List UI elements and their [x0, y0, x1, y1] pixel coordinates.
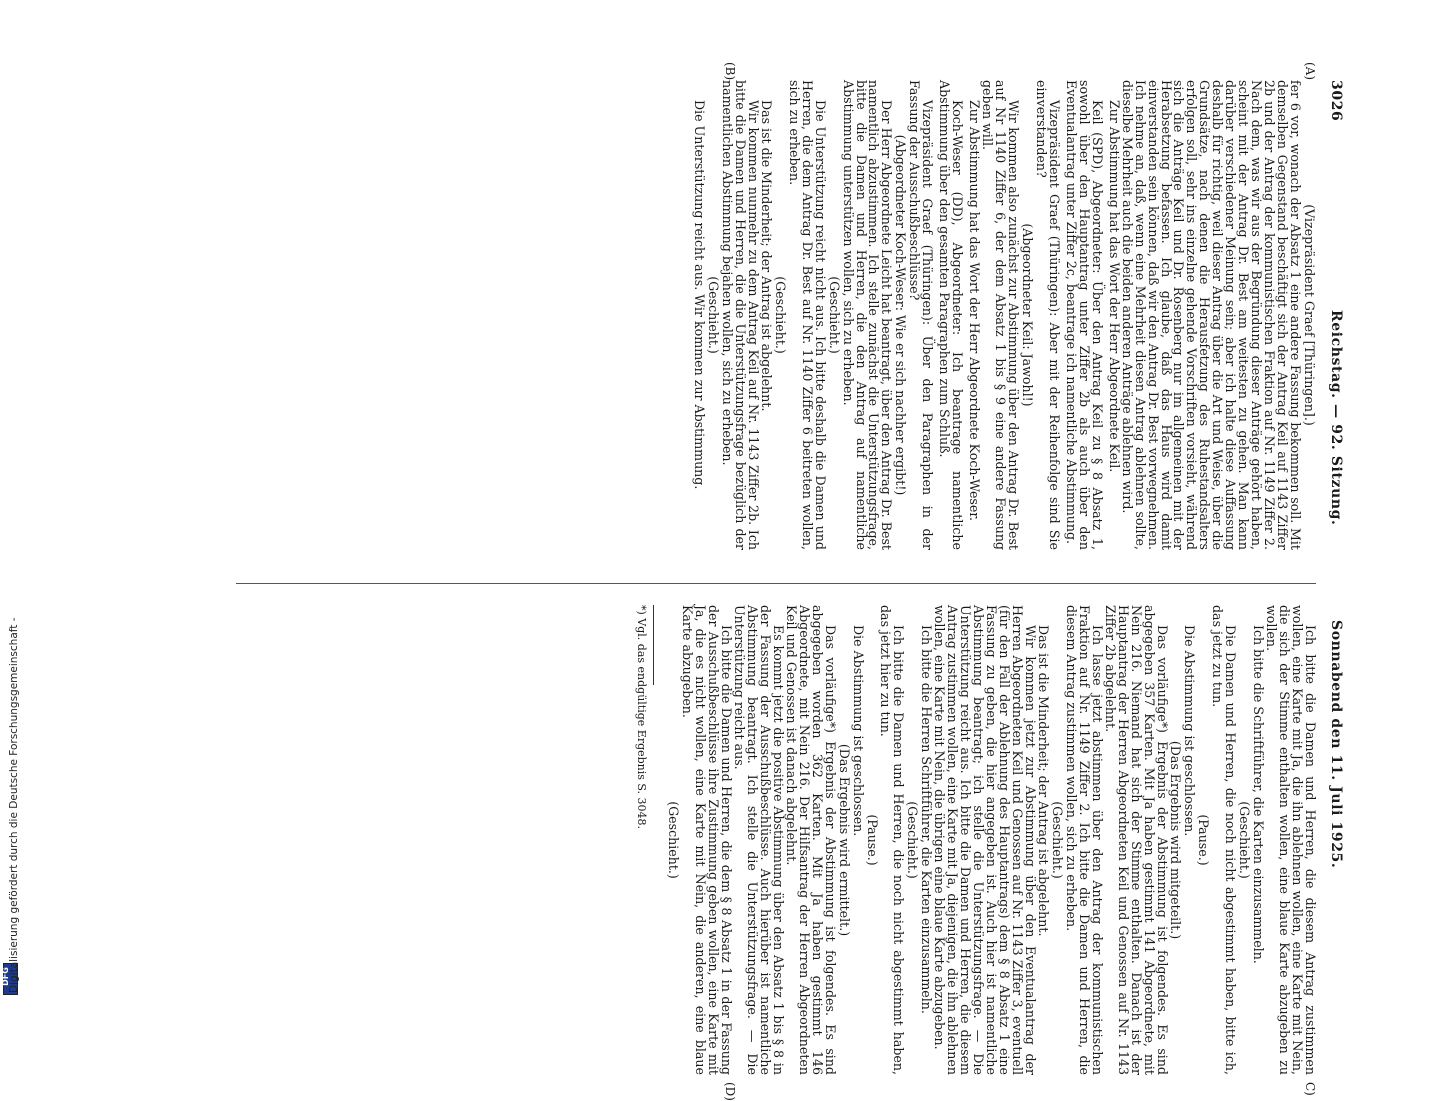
margin-marker-c: C)	[1303, 1082, 1317, 1096]
paragraph: Vizepräsident Graef (Thüringen): Über den Paragraphen in der Fassung der Ausschußbeschlüsse?	[907, 80, 936, 550]
paragraph: Die Damen und Herren, die noch nicht abgestimmt haben, bitte ich, das jetzt zu tun.	[1210, 605, 1239, 1075]
interjection: (Geschieht.)	[706, 276, 722, 354]
paragraph: Ich lasse jetzt abstimmen über den Antrag der kommunistischen Fraktion auf Nr. 1149 Ziffer 2. Ich bitte die Damen und Herren, die diesem Antrag zustimmen wollen, sich zu erheben.	[1063, 605, 1105, 1075]
paragraph: Ich bitte die Damen und Herren, die diesem Antrag zustimmen wollen, eine Karte mit Ja, die ihn ablehnen wollen, eine Karte mit Nein, die sich der Stimme enthalten wollen, eine blaue Karte abzugeben zu wollen.	[1264, 605, 1318, 1075]
interjection: (Geschieht.)	[905, 801, 921, 879]
paragraph: Das vorläufige*) Ergebnis der Abstimmung ist folgendes. Es sind abgegeben worden 362 Karten. Mit Ja haben gestimmt 146 Abgeordnete, mit Nein 216. Der Hilfsantrag der Herren Abgeordneten Keil und Genossen ist danach abgelehnt.	[783, 605, 838, 1075]
paragraph: Ich bitte die Damen und Herren, die noch nicht abgestimmt haben, das jetzt hier zu tun.	[878, 605, 907, 1075]
paragraph: Das ist die Minderheit; der Antrag ist abgelehnt.	[1035, 625, 1051, 937]
paragraph: Zur Abstimmung hat das Wort der Herr Abgeordnete Keil.	[1106, 100, 1122, 473]
margin-marker-a: (A)	[1303, 62, 1317, 81]
paragraph: Die Abstimmung ist geschlossen.	[1182, 625, 1198, 837]
interjection: (Pause.)	[864, 814, 880, 866]
interjection: (Das Ergebnis wird mitgeteilt.)	[1168, 740, 1184, 940]
paragraph: Das vorläufige*) Ergebnis der Abstimmung ist folgendes. Es sind abgegeben 357 Karten. Mit Ja haben gestimmt 141 Abgeordnete, mit Nein 216. Niemand hat sich der Stimme enthalten. Danach ist der Hauptantrag der Herren Abgeordneten Keil und Genossen auf Nr. 1143 Ziffer 2b abgelehnt.	[1102, 605, 1170, 1075]
interjection: (Abgeordneter Koch-Weser: Wie er sich nachher ergibt!)	[893, 134, 909, 496]
paragraph: Keil (SPD), Abgeordneter: Über den Antrag Keil zu § 8 Absatz 1, sowohl über den Hauptantrag unter Ziffer 2b als auch über den Eventualantrag unter Ziffer 2c, beantrage ich namentliche Abstimmung.	[1063, 80, 1105, 550]
paragraph: Ich bitte die Damen und Herren, die dem § 8 Absatz 1 in der Fassung der Ausschußbeschlüsse ihre Zustimmung geben wollen, eine Karte mit Ja, die es nicht wollen, eine Karte mit Nein, die anderen, eine blaue Karte abzugeben.	[680, 605, 735, 1075]
paragraph: Wir kommen jetzt zur Abstimmung über den Eventualantrag der Herren Abgeordneten Keil und Genossen auf Nr. 1143 Ziffer 3, eventuell (für den Fall der Ablehnung des Hauptantrags) dem § 8 Absatz 1 eine Fassung zu geben, die hier angegeben ist. Auch hier ist namentliche Abstimmung beantragt; ich stelle die Unterstützungsfrage. — Die Unterstützung reicht aus. Ich bitte die Damen und Herren, die diesem Antrag zustimmen wollen, eine Karte mit Ja, diejenigen, die ihn ablehnen wollen, eine Karte mit Nein, die übrigen eine blaue Karte abzugeben.	[932, 605, 1038, 1075]
interjection: (Geschieht.)	[826, 276, 842, 354]
interjection: (Geschieht.)	[1237, 801, 1253, 879]
paragraph: Wir kommen nunmehr zu dem Antrag Keil auf Nr. 1143 Ziffer 2b. Ich bitte die Damen und Herren, die die Unterstützungsfrage bezüglich der namentlichen Abstimmung bejahen wollen, sich zu erheben.	[720, 80, 761, 550]
header-date: Sonnabend den 11. Juli 1925.	[1328, 620, 1344, 869]
paragraph: Die Unterstützung reicht aus. Wir kommen zur Abstimmung.	[692, 100, 708, 490]
paragraph: Es kommt jetzt die positive Abstimmung über den Absatz 1 bis § 8 in der Fassung der Ausschußbeschlüsse. Auch hierüber ist namentliche Abstimmung beantragt. Ich stelle die Unterstützungsfrage. — Die Unterstützung reicht aus.	[732, 605, 786, 1075]
left-column	[692, 80, 1316, 550]
right-column	[634, 605, 1316, 1075]
paragraph: Koch-Weser (DD), Abgeordneter: Ich beantrage namentliche Abstimmung über den gesamten Paragraphen zum Schluß.	[937, 80, 966, 550]
interjection: (Pause.)	[1196, 814, 1212, 866]
margin-marker-b: (B)	[723, 62, 737, 81]
interjection: (Geschieht.)	[772, 276, 788, 354]
paragraph: Zur Abstimmung hat das Wort der Herr Abgeordnete Koch-Weser.	[967, 100, 983, 521]
page-number: 3026	[1328, 80, 1344, 122]
interjection: (Geschieht.)	[666, 801, 682, 879]
paragraph: Die Abstimmung ist geschlossen.	[850, 625, 866, 837]
footnote-rule	[653, 605, 654, 685]
paragraph: Die Unterstützung reicht nicht aus. Ich bitte deshalb die Damen und Herren, die dem Antrag Dr. Best auf Nr. 1140 Ziffer 6 beitreten wollen, sich zu erheben.	[786, 80, 828, 550]
header-title: Reichstag. — 92. Sitzung.	[1328, 310, 1344, 526]
footnote: *) Vgl. das endgültige Ergebnis S. 3048.	[635, 605, 649, 830]
paragraph: Wir kommen also zunächst zur Abstimmung über den Antrag Dr. Best auf Nr 1140 Ziffer 6, der dem Absatz 1 bis § 9 eine andere Fassung geben will.	[980, 80, 1022, 550]
paragraph: Der Herr Abgeordnete Leicht hat beantragt, über den Antrag Dr. Best namentlich abzustimmen. Ich stelle zunächst die Unterstützungsfrage, bitte die Damen und Herren, die den Antrag auf namentliche Abstimmung unterstützen wollen, sich zu erheben.	[840, 80, 895, 550]
interjection: (Das Ergebnis wird ermittelt.)	[836, 743, 852, 937]
paragraph: Ich bitte die Herren Schriftführer, die Karten einzusammeln.	[919, 625, 935, 1014]
interjection: (Geschieht.)	[1049, 801, 1065, 879]
speaker-heading: (Vizepräsident Graef [Thüringen].)	[1302, 204, 1317, 426]
paragraph: Vizepräsident Graef (Thüringen): Aber mit der Reihenfolge sind Sie einverstanden?	[1033, 80, 1062, 550]
rotated-document-page	[122, 62, 1344, 1101]
interjection: (Abgeordneter Keil: Jawohl!)	[1019, 223, 1035, 407]
paragraph: fer 6 vor, wonach der Absatz 1 eine andere Fassung bekommen soll. Mit demselben Gegenstand beschäftigt sich der Antrag Keil auf 1143 Ziffer 2b und der Antrag der kommunistischen Fraktion auf Nr. 1149 Ziffer 2. Nach dem, was wir aus der Begründung dieser Anträge gehört haben, scheint mit der Antrag Dr. Best am weitesten zu gehen. Man kann darüber verschiedener Meinung sein; aber ich halte diese Auffassung deshalb für richtig, weil dieser Antrag über die Art und Weise, über die Grundsätze, nach denen die Herausfetzung des Ruhestandsalters erfolgen soll, sehr ins einzelne gehende Vorschriften vorsieht, während sich die Anträge Keil und Dr. Rosenberg nur im allgemeinen mit der Herabsetzung befassen. Ich glaube, daß das Haus wird damit einverstanden sein können, daß wir den Antrag Dr. Best vorwegnehmen. Ich nehme an, daß, wenn eine Mehrheit diesen Antrag ablehnen sollte, dieselbe Mehrheit auch die beiden anderen Anträge ablehnen wird.	[1119, 80, 1304, 550]
paragraph: Das ist die Minderheit; der Antrag ist abgelehnt.	[758, 100, 774, 412]
column-divider	[236, 583, 1316, 584]
dfg-logo-text: DFG	[0, 967, 10, 986]
page-header	[1320, 80, 1342, 1080]
margin-marker-d: (D)	[723, 1082, 737, 1101]
digitization-credit: Digitalisierung gefördert durch die Deutsche Forschungsgemeinschaft -	[8, 617, 20, 993]
paragraph: Ich bitte die Schriftführer, die Karten einzusammeln.	[1251, 625, 1267, 964]
